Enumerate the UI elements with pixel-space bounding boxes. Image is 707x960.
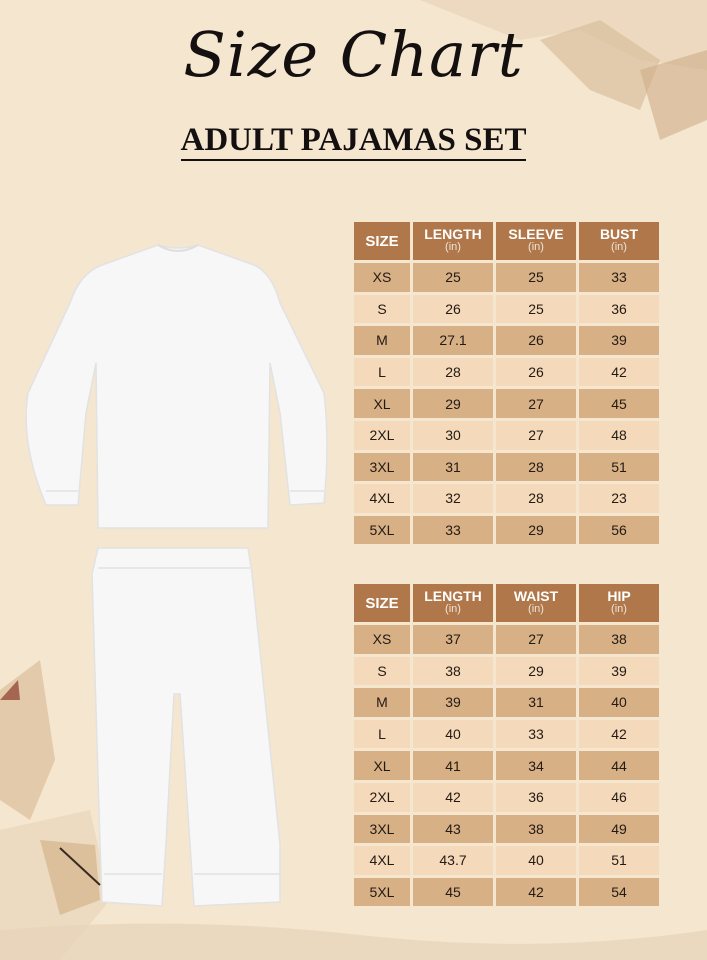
size-cell: L (354, 358, 410, 387)
header-length: LENGTH (in) (413, 584, 493, 622)
table-row (354, 783, 659, 812)
table-row (354, 295, 659, 324)
length-cell: 25 (413, 263, 493, 292)
hip-cell: 49 (579, 815, 659, 844)
pants-image (90, 544, 285, 914)
hip-cell: 54 (579, 878, 659, 907)
bust-cell: 56 (579, 516, 659, 545)
size-cell: 3XL (354, 453, 410, 482)
shirt-size-table (351, 219, 662, 547)
header-hip: HIP (in) (579, 584, 659, 622)
waist-cell: 29 (496, 657, 576, 686)
size-cell: M (354, 326, 410, 355)
bust-cell: 42 (579, 358, 659, 387)
header-size: SIZE (354, 222, 410, 260)
sleeve-cell: 25 (496, 295, 576, 324)
sleeve-cell: 27 (496, 389, 576, 418)
length-cell: 32 (413, 484, 493, 513)
size-cell: XS (354, 625, 410, 654)
length-cell: 45 (413, 878, 493, 907)
sleeve-cell: 25 (496, 263, 576, 292)
sleeve-cell: 29 (496, 516, 576, 545)
size-cell: 3XL (354, 815, 410, 844)
waist-cell: 27 (496, 625, 576, 654)
header-waist: WAIST (in) (496, 584, 576, 622)
hip-cell: 51 (579, 846, 659, 875)
length-cell: 37 (413, 625, 493, 654)
sleeve-cell: 26 (496, 326, 576, 355)
waist-cell: 40 (496, 846, 576, 875)
table-row (354, 358, 659, 387)
hip-cell: 44 (579, 751, 659, 780)
table-row (354, 516, 659, 545)
table-row (354, 878, 659, 907)
size-cell: S (354, 295, 410, 324)
length-cell: 27.1 (413, 326, 493, 355)
header-bust: BUST (in) (579, 222, 659, 260)
length-cell: 43 (413, 815, 493, 844)
bust-cell: 39 (579, 326, 659, 355)
size-cell: 2XL (354, 783, 410, 812)
header-sleeve: SLEEVE (in) (496, 222, 576, 260)
hip-cell: 46 (579, 783, 659, 812)
length-cell: 29 (413, 389, 493, 418)
length-cell: 43.7 (413, 846, 493, 875)
table-row (354, 657, 659, 686)
sleeve-cell: 28 (496, 484, 576, 513)
bust-cell: 36 (579, 295, 659, 324)
bust-cell: 51 (579, 453, 659, 482)
bust-cell: 45 (579, 389, 659, 418)
sleeve-cell: 28 (496, 453, 576, 482)
size-cell: 4XL (354, 484, 410, 513)
size-cell: XS (354, 263, 410, 292)
table-row (354, 720, 659, 749)
hip-cell: 39 (579, 657, 659, 686)
waist-cell: 36 (496, 783, 576, 812)
length-cell: 30 (413, 421, 493, 450)
table-row (354, 389, 659, 418)
length-cell: 33 (413, 516, 493, 545)
bust-cell: 48 (579, 421, 659, 450)
size-cell: 5XL (354, 878, 410, 907)
size-cell: 4XL (354, 846, 410, 875)
waist-cell: 33 (496, 720, 576, 749)
table-header-row (354, 584, 659, 622)
table-row (354, 688, 659, 717)
size-cell: L (354, 720, 410, 749)
hip-cell: 40 (579, 688, 659, 717)
size-cell: 5XL (354, 516, 410, 545)
length-cell: 41 (413, 751, 493, 780)
pants-size-table (351, 581, 662, 909)
table-row (354, 326, 659, 355)
table-header-row (354, 222, 659, 260)
table-row (354, 421, 659, 450)
size-cell: XL (354, 751, 410, 780)
waist-cell: 42 (496, 878, 576, 907)
bust-cell: 33 (579, 263, 659, 292)
table-row (354, 625, 659, 654)
page-subtitle: ADULT PAJAMAS SET (0, 122, 707, 159)
table-row (354, 815, 659, 844)
header-length: LENGTH (in) (413, 222, 493, 260)
shirt-image (18, 243, 333, 533)
length-cell: 40 (413, 720, 493, 749)
size-cell: M (354, 688, 410, 717)
table-row (354, 751, 659, 780)
hip-cell: 38 (579, 625, 659, 654)
bust-cell: 23 (579, 484, 659, 513)
hip-cell: 42 (579, 720, 659, 749)
length-cell: 26 (413, 295, 493, 324)
length-cell: 38 (413, 657, 493, 686)
size-cell: S (354, 657, 410, 686)
table-row (354, 263, 659, 292)
length-cell: 31 (413, 453, 493, 482)
table-row (354, 484, 659, 513)
table-row (354, 453, 659, 482)
sleeve-cell: 27 (496, 421, 576, 450)
sleeve-cell: 26 (496, 358, 576, 387)
size-cell: XL (354, 389, 410, 418)
size-cell: 2XL (354, 421, 410, 450)
length-cell: 39 (413, 688, 493, 717)
waist-cell: 31 (496, 688, 576, 717)
waist-cell: 34 (496, 751, 576, 780)
length-cell: 28 (413, 358, 493, 387)
page-title: Size Chart (183, 18, 524, 91)
table-row (354, 846, 659, 875)
length-cell: 42 (413, 783, 493, 812)
waist-cell: 38 (496, 815, 576, 844)
header-size: SIZE (354, 584, 410, 622)
